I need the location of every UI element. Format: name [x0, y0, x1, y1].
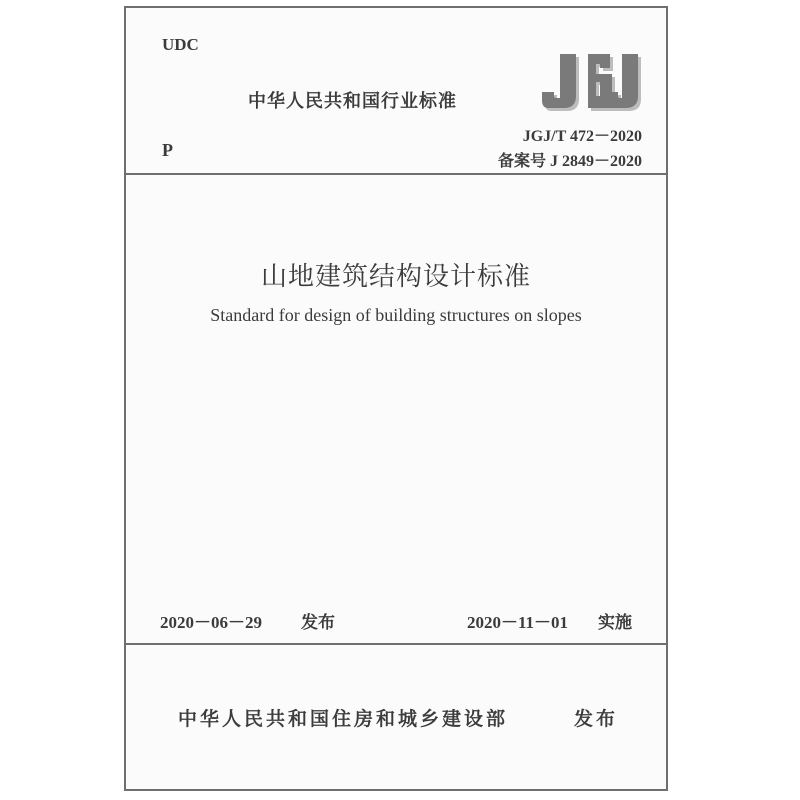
standard-number: JGJ/T 472－2020 [522, 128, 642, 145]
udc-label: UDC [162, 35, 199, 54]
implementation-label: 实施 [598, 613, 632, 633]
implementation-date: 2020－11－01 [467, 613, 569, 632]
jgj-logo [540, 50, 644, 112]
publish-label: 发布 [574, 708, 619, 730]
footer-divider [126, 643, 666, 645]
classification-code: P [162, 140, 173, 160]
filing-number: 备案号 J 2849－2020 [497, 153, 642, 170]
issue-date: 2020－06－29 [160, 613, 262, 632]
issue-label: 发布 [301, 613, 335, 633]
title-english: Standard for design of building structures on slopes [210, 305, 582, 325]
publisher-name: 中华人民共和国住房和城乡建设部 [178, 708, 509, 730]
title-chinese: 山地建筑结构设计标准 [260, 262, 531, 292]
header-divider [126, 173, 666, 175]
document-cover [124, 6, 668, 791]
industry-standard-heading: 中华人民共和国行业标准 [248, 91, 457, 112]
